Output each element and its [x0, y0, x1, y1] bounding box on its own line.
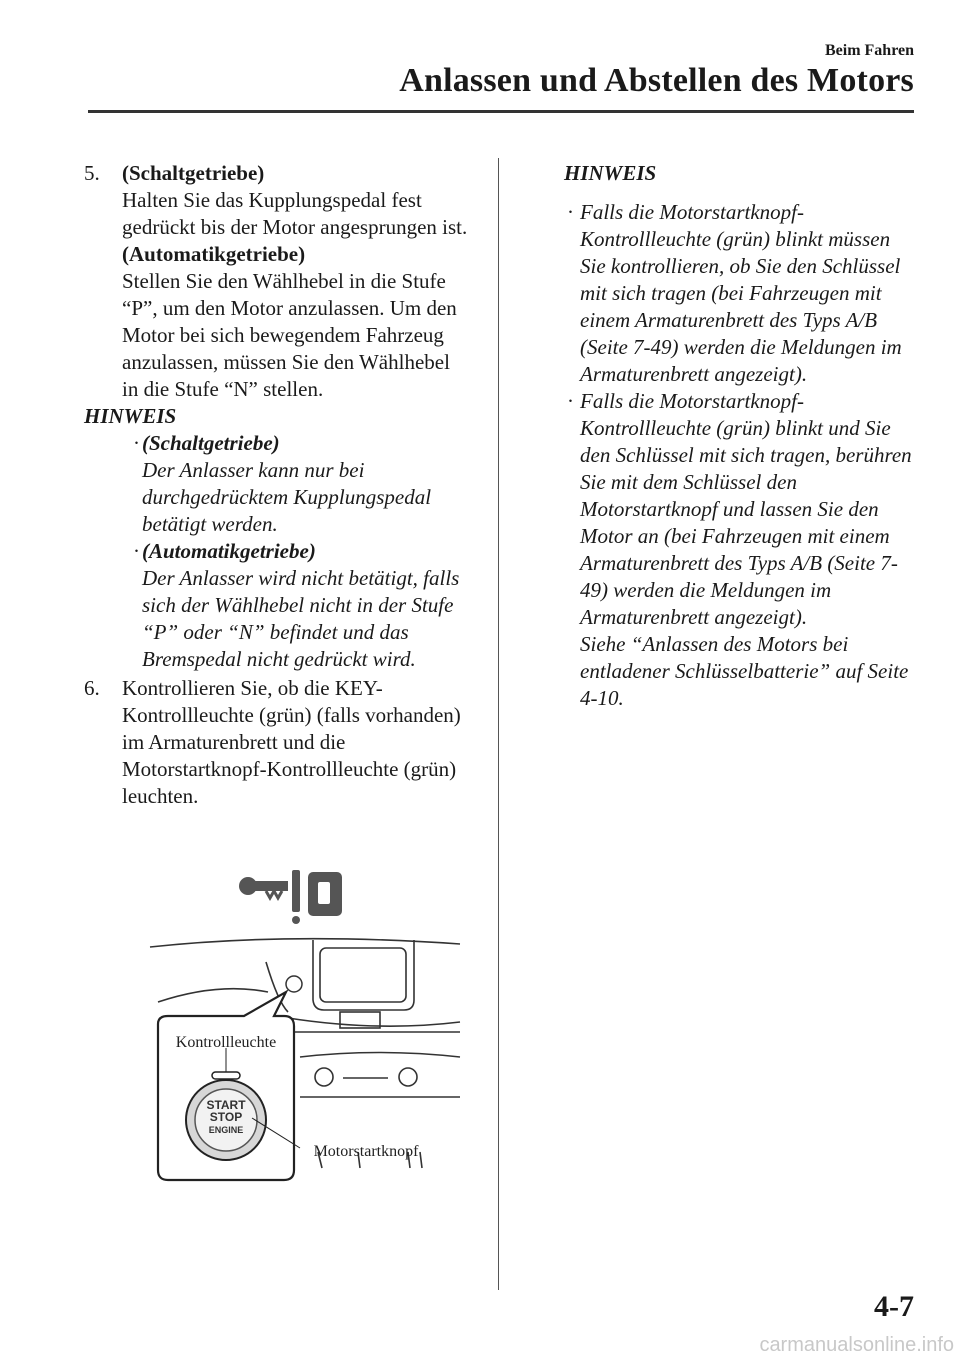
step-number: 5. [84, 161, 100, 185]
step-5 [84, 160, 468, 403]
column-divider [498, 158, 499, 1290]
note-heading: HINWEIS [84, 404, 177, 428]
page-number: 4-7 [874, 1290, 914, 1323]
watermark: carmanualsonline.info [759, 1334, 954, 1356]
note-bullet [84, 430, 468, 538]
bullet-text: Falls die Motorstartknopf-Kontrollleuchte (grün) blinkt und Sie den Schlüssel mit sich tragen, berühren Sie mit dem Schlüssel den Motorstartknopf und lassen Sie den Motor an (bei Fahrzeugen mit einem Armaturenbrett des Typs A/B (Seite 7-49) werden die Meldungen im Armaturenbrett angezeigt). [580, 389, 912, 629]
bullet-dot: · [567, 200, 574, 224]
step-6 [84, 675, 468, 810]
section-label: Beim Fahren [824, 42, 914, 59]
bullet-reference: Siehe “Anlassen des Motors bei entladener Schlüsselbatterie” auf Seite 4-10. [580, 632, 909, 710]
note-bullet [500, 388, 912, 712]
button-label: Motorstartknopf [313, 1143, 419, 1160]
button-text-start: START [206, 1098, 246, 1112]
header-rule [88, 110, 914, 113]
note-bullet [500, 199, 912, 388]
bullet-heading: (Schaltgetriebe) [142, 431, 280, 455]
manual-heading: (Schaltgetriebe) [122, 161, 265, 185]
bullet-dot: · [133, 539, 140, 563]
bullet-text: Der Anlasser wird nicht betätigt, falls sich der Wählhebel nicht in der Stufe “P” oder “N” befindet und das Bremspedal nicht gedrückt wird. [142, 566, 460, 671]
bullet-text: Falls die Motorstartknopf-Kontrollleuchte (grün) blinkt müssen Sie kontrollieren, ob Sie den Schlüssel mit sich tragen (bei Fahrzeugen mit einem Armaturenbrett des Typs A/B (Seite 7-49) werden die Meldungen im Armaturenbrett angezeigt). [580, 200, 902, 386]
manual-text: Halten Sie das Kupplungspedal fest gedrückt bis der Motor angesprungen ist. [122, 188, 468, 239]
button-text-engine: ENGINE [208, 1125, 244, 1135]
bullet-text: Der Anlasser kann nur bei durchgedrücktem Kupplungspedal betätigt werden. [142, 458, 432, 536]
left-column [84, 160, 468, 810]
page-title: Anlassen und Abstellen des Motors [399, 62, 914, 99]
note-bullet [84, 538, 468, 673]
bullet-dot: · [133, 431, 140, 455]
right-column [500, 160, 912, 712]
button-text-stop: STOP [209, 1110, 243, 1124]
bullet-dot: · [567, 389, 574, 413]
dashboard-illustration [128, 852, 464, 1186]
indicator-label: Kontrollleuchte [175, 1034, 277, 1051]
step-6-text: Kontrollieren Sie, ob die KEY-Kontrollleuchte (grün) (falls vorhanden) im Armaturenbrett und die Motorstartknopf-Kontrollleuchte (grün) leuchten. [122, 676, 461, 808]
note-heading: HINWEIS [564, 161, 657, 185]
dashboard-figure [128, 852, 464, 1186]
step-number: 6. [84, 676, 100, 700]
auto-text: Stellen Sie den Wählhebel in die Stufe “P”, um den Motor anzulassen. Um den Motor bei sich bewegendem Fahrzeug anzulassen, müssen Sie den Wählhebel in die Stufe “N” stellen. [122, 269, 457, 401]
bullet-heading: (Automatikgetriebe) [142, 539, 316, 563]
key-warning-icon [239, 870, 342, 924]
auto-heading: (Automatikgetriebe) [122, 242, 306, 266]
